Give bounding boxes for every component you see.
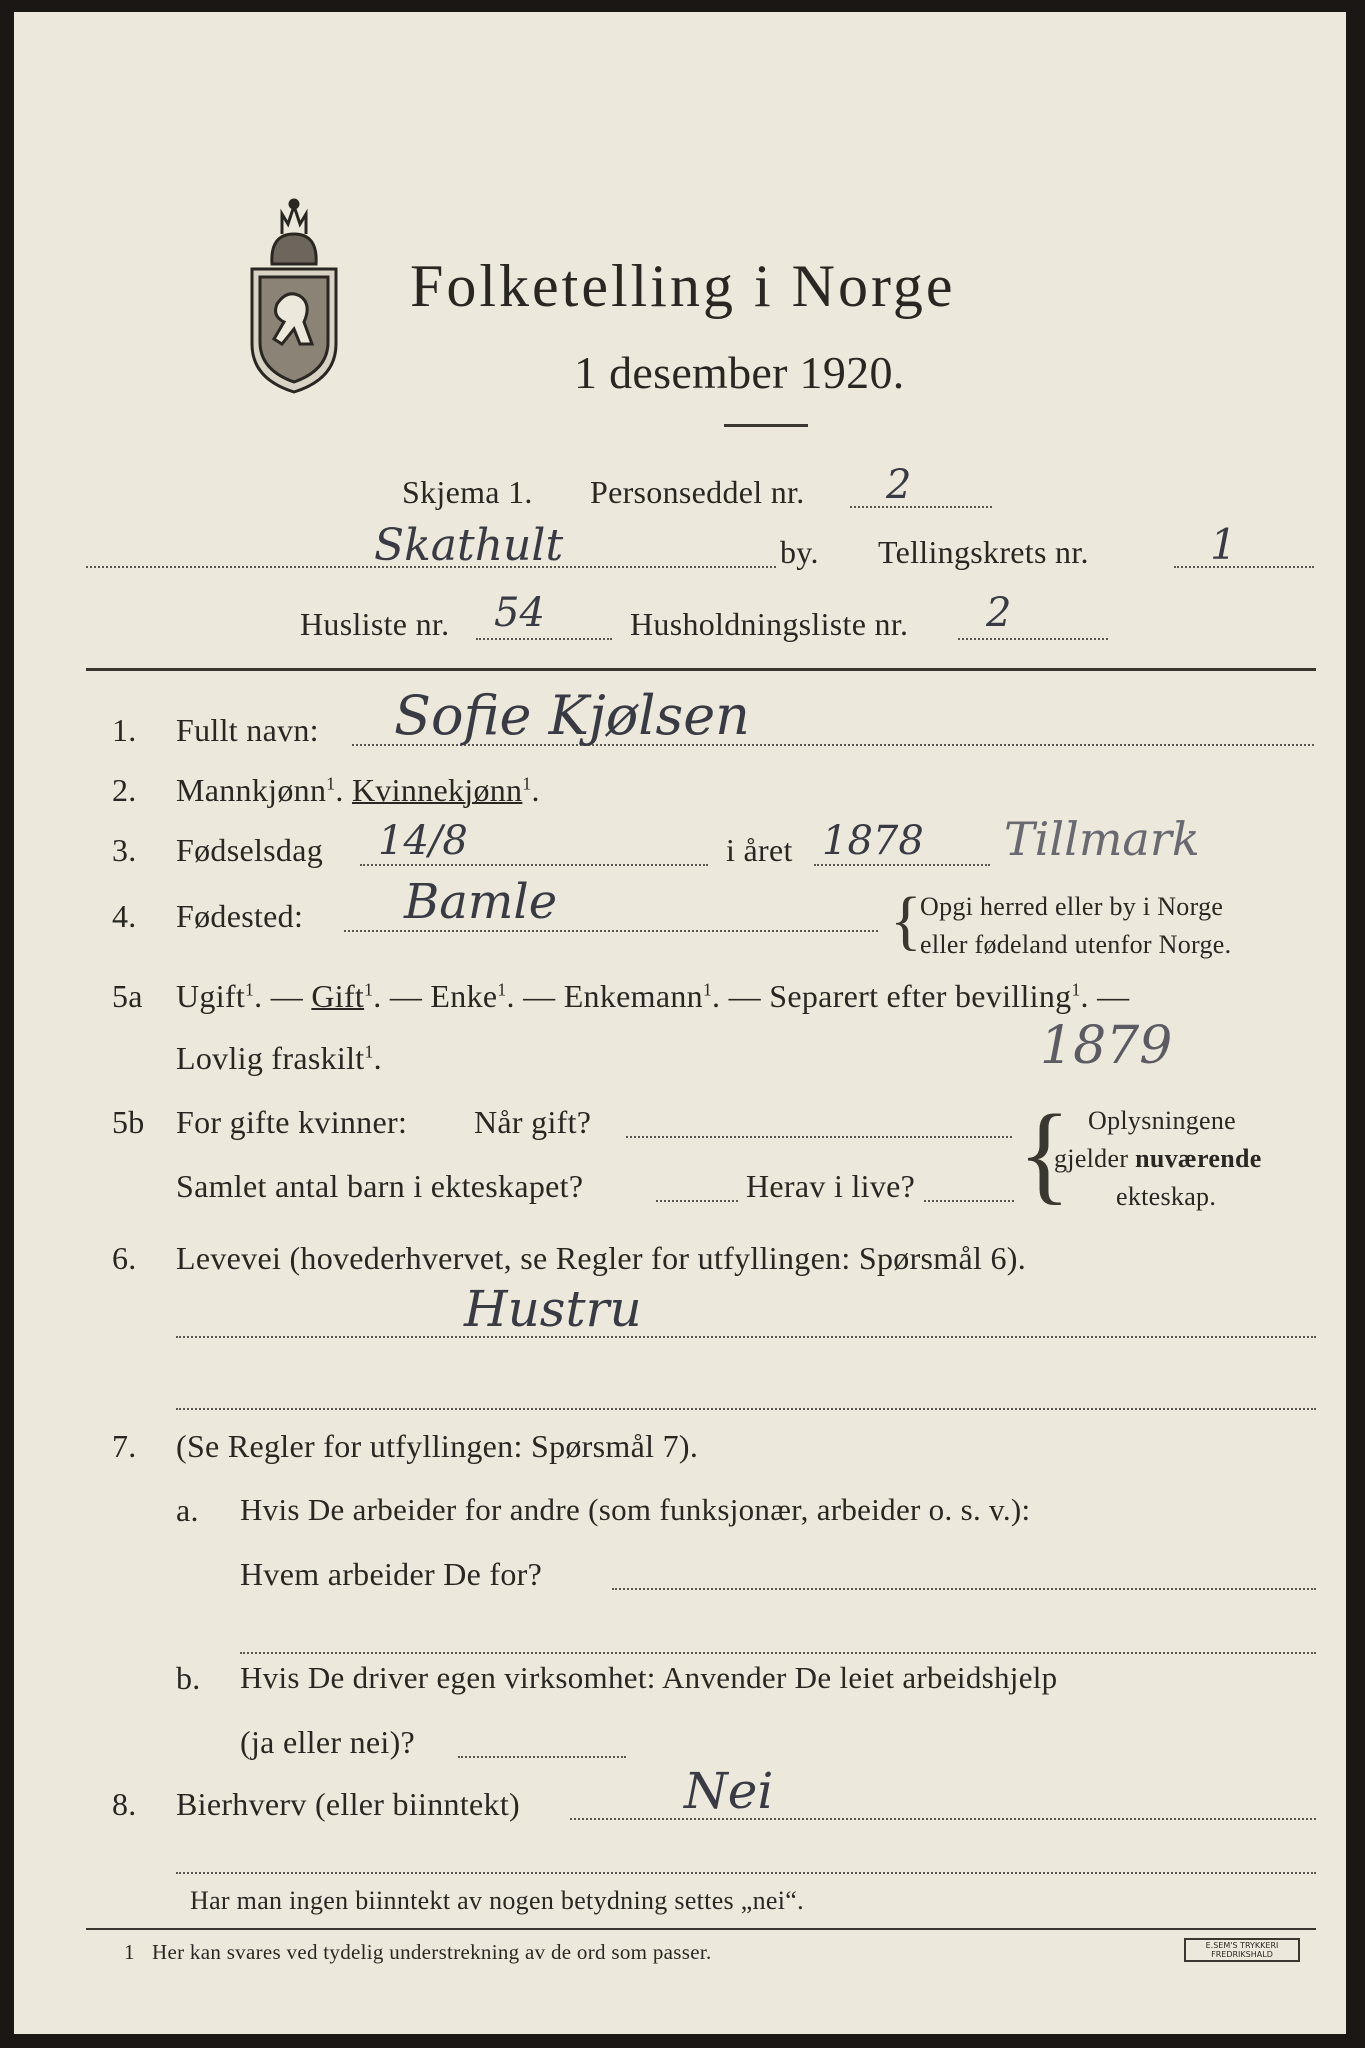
q4-value[interactable]: Bamle [404, 874, 558, 930]
q5b-samlet-label: Samlet antal barn i ekteskapet? [176, 1168, 584, 1204]
personseddel-value[interactable]: 2 [886, 462, 912, 508]
q6-number: 6. [112, 1240, 137, 1276]
header-divider [86, 668, 1316, 671]
q6-line-2[interactable] [176, 1408, 1316, 1410]
tellingskrets-line [1174, 566, 1314, 568]
q5a-number: 5a [112, 978, 143, 1014]
q5b-note-2 [1054, 1144, 1262, 1174]
husliste-value[interactable]: 54 [494, 590, 545, 636]
q4-line [344, 930, 878, 932]
q2-number: 2. [112, 772, 137, 808]
q3-year-line [814, 864, 990, 866]
footer-note: Har man ingen biinntekt av nogen betydning settes „nei“. [190, 1886, 804, 1915]
q8-line-1 [570, 1818, 1316, 1820]
q5b-note-3: ekteskap. [1116, 1182, 1217, 1211]
husliste-label: Husliste nr. [300, 606, 450, 642]
footnote-number: 1 [124, 1940, 135, 1964]
q3-number: 3. [112, 832, 137, 868]
q6-label: Levevei (hovederhvervet, se Regler for utfyllingen: Spørsmål 6). [176, 1240, 1027, 1276]
q1-value[interactable]: Sofie Kjølsen [394, 684, 750, 747]
q5b-herav-line[interactable] [924, 1200, 1014, 1202]
q4-label: Fødested: [176, 898, 304, 934]
q3-day-line [360, 864, 708, 866]
q2-options: Mannkjønn$^1$. Kvinnekjønn$^1$. [176, 772, 540, 808]
q3-label: Fødselsdag [176, 832, 323, 868]
q8-value[interactable]: Nei [684, 1762, 774, 1820]
q7-number: 7. [112, 1428, 137, 1464]
q5a-fraskilt-option[interactable]: Lovlig fraskilt [176, 1040, 365, 1076]
q4-hint-1: Opgi herred eller by i Norge [920, 892, 1224, 921]
q5b-note-2a: gjelder [1054, 1144, 1129, 1173]
husholdning-line [958, 638, 1108, 640]
q5a-enkemann-option[interactable]: Enkemann [563, 978, 703, 1014]
q5b-note-2b: nuværende [1135, 1144, 1262, 1173]
q2-male-option[interactable]: Mannkjønn [176, 772, 327, 808]
q5b-herav-label: Herav i live? [746, 1168, 916, 1204]
q7b-letter: b. [176, 1660, 201, 1696]
personseddel-line [850, 506, 992, 508]
q6-value[interactable]: Hustru [464, 1280, 642, 1338]
q8-line-2[interactable] [176, 1872, 1316, 1874]
form-title: Folketelling i Norge [410, 253, 956, 319]
form-date: 1 desember 1920. [574, 347, 905, 398]
q7b-line[interactable] [458, 1756, 626, 1758]
q5a-options: Ugift$^1$. — Gift$^1$. — Enke$^1$. — Enkemann$^1$. — Separert efter bevilling$^1$. — [176, 978, 1130, 1014]
q5b-label: For gifte kvinner: [176, 1104, 408, 1140]
q5a-gift-option[interactable]: Gift [311, 978, 365, 1014]
q5b-naar-line[interactable] [626, 1136, 1012, 1138]
husliste-line [476, 638, 612, 640]
q3-day[interactable]: 14/8 [378, 818, 468, 864]
husholdning-label: Husholdningsliste nr. [630, 606, 909, 642]
q7a-text: Hvis De arbeider for andre (som funksjonær, arbeider o. s. v.): [240, 1492, 1031, 1527]
q4-hint-2: eller fødeland utenfor Norge. [920, 930, 1232, 959]
tellingskrets-value[interactable]: 1 [1210, 520, 1237, 569]
by-label: by. [780, 534, 819, 570]
q8-label: Bierhverv (eller biinntekt) [176, 1786, 520, 1822]
q8-number: 8. [112, 1786, 137, 1822]
q7a-who: Hvem arbeider De for? [240, 1556, 543, 1592]
q7a-letter: a. [176, 1492, 199, 1528]
q5a-enke-option[interactable]: Enke [430, 978, 498, 1014]
q2-female-option[interactable]: Kvinnekjønn [351, 772, 523, 808]
by-value[interactable]: Skathult [374, 520, 564, 571]
q5b-samlet-line[interactable] [656, 1200, 738, 1202]
footnote-text: Her kan svares ved tydelig understrekning av de ord som passer. [152, 1940, 712, 1964]
q5b-brace: { [1018, 1092, 1071, 1214]
q1-number: 1. [112, 712, 137, 748]
norwegian-coat-of-arms-icon [242, 194, 346, 394]
q5a-ugift-option[interactable]: Ugift [176, 978, 246, 1014]
q7a-line-1[interactable] [612, 1588, 1316, 1590]
q4-brace: { [890, 884, 922, 957]
q4-number: 4. [112, 898, 137, 934]
q5b-note-1: Oplysningene [1088, 1106, 1237, 1135]
printer-mark: E.SEM'S TRYKKERI FREDRIKSHALD [1184, 1938, 1300, 1962]
q7b-text: Hvis De driver egen virksomhet: Anvender De leiet arbeidshjelp [240, 1660, 1058, 1695]
q5a-year[interactable]: 1879 [1040, 1016, 1173, 1076]
q7-label: (Se Regler for utfyllingen: Spørsmål 7). [176, 1428, 699, 1464]
footnote-divider [86, 1928, 1316, 1930]
q3-year[interactable]: 1878 [822, 818, 924, 864]
q5a-fraskilt: Lovlig fraskilt$^1$. [176, 1040, 382, 1076]
q7b-yesno: (ja eller nei)? [240, 1724, 416, 1760]
tellingskrets-label: Tellingskrets nr. [878, 534, 1089, 570]
schema-label: Skjema 1. [402, 474, 533, 510]
q5b-naar-label: Når gift? [474, 1104, 592, 1140]
q3-year-label: i året [726, 832, 793, 868]
q5b-number: 5b [112, 1104, 145, 1140]
personseddel-label: Personseddel nr. [590, 474, 805, 510]
q6-line-1 [176, 1336, 1316, 1338]
q3-note[interactable]: Tillmark [1004, 812, 1200, 866]
husholdning-value[interactable]: 2 [986, 590, 1012, 636]
q5a-separert-option[interactable]: Separert efter bevilling [769, 978, 1072, 1014]
q1-label: Fullt navn: [176, 712, 319, 748]
census-form [14, 12, 1346, 2034]
q7a-line-2[interactable] [240, 1652, 1316, 1654]
title-divider [724, 424, 808, 427]
